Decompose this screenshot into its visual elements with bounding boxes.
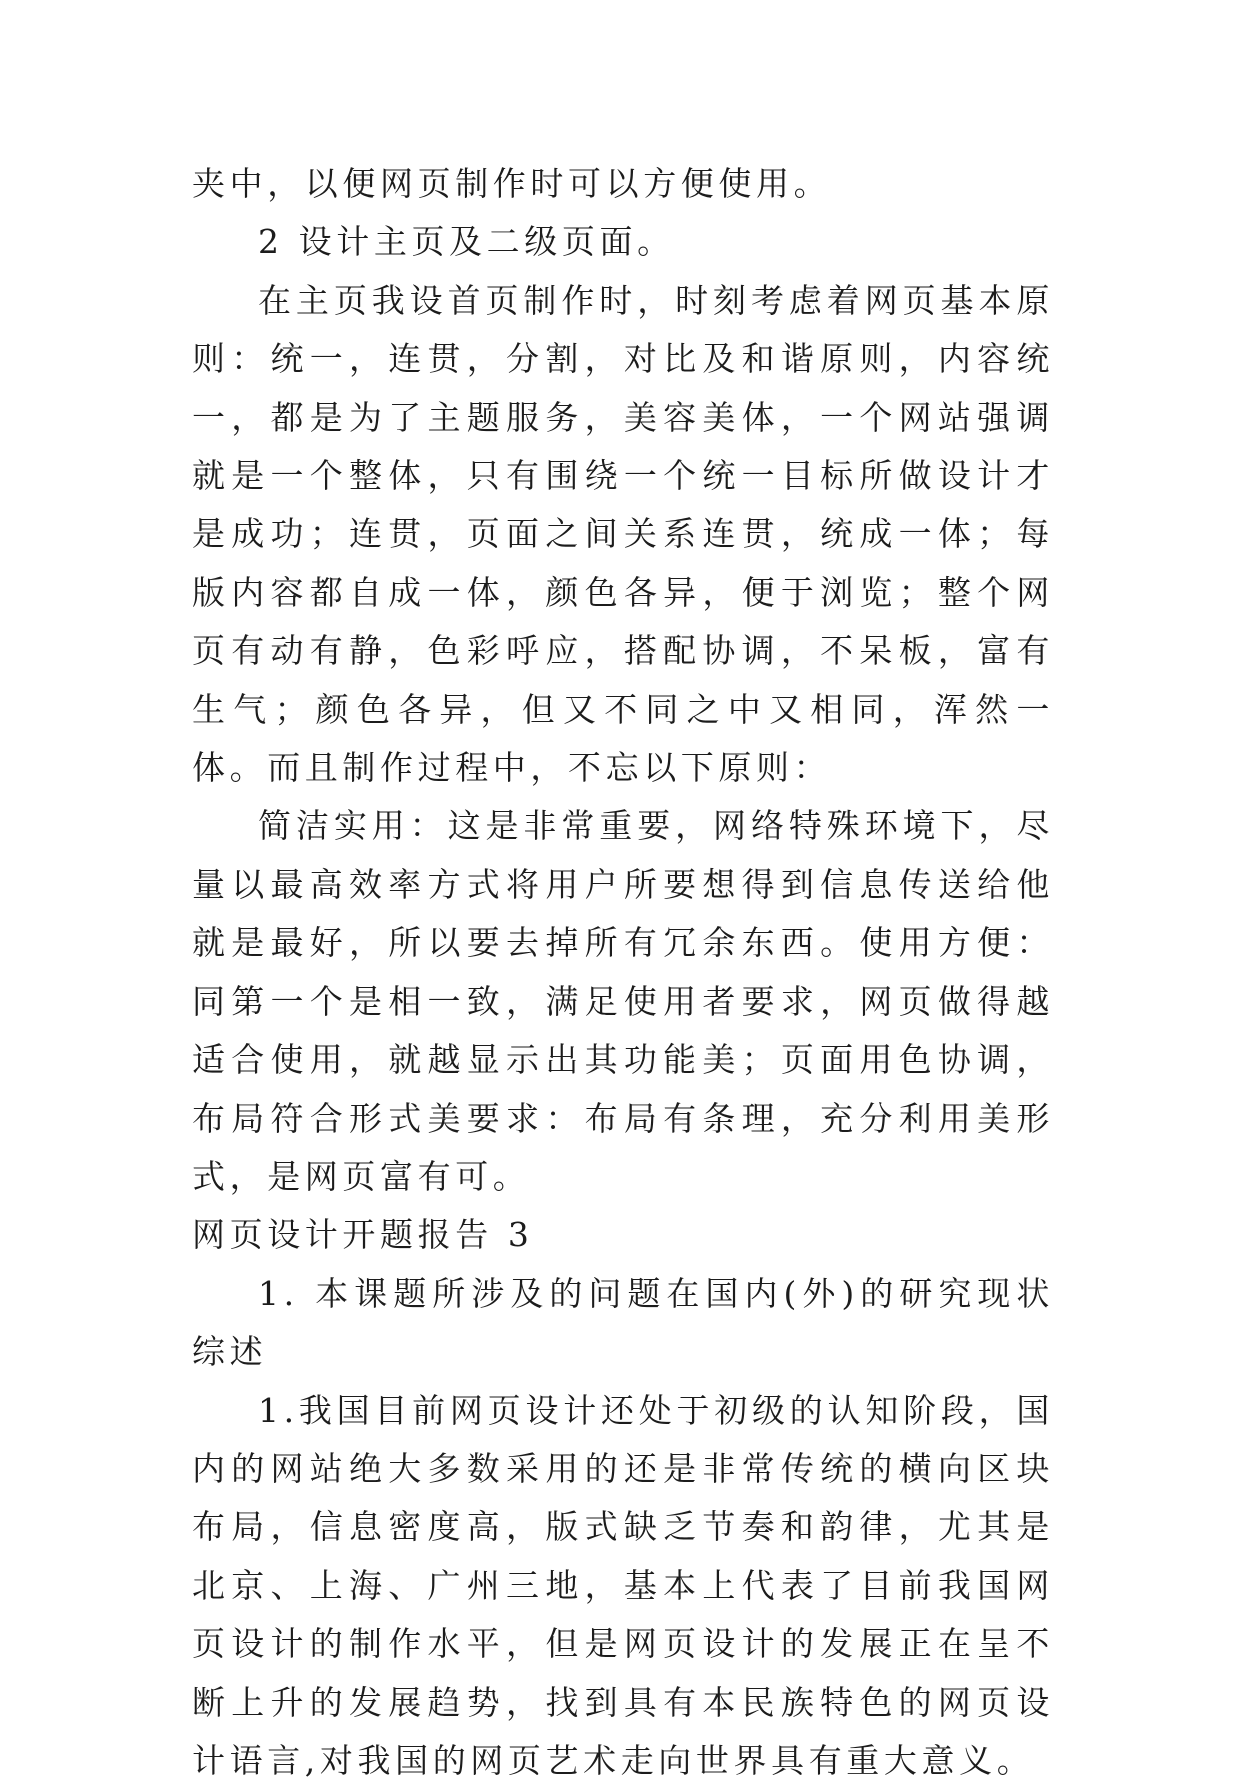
paragraph-design-principles: 在主页我设首页制作时，时刻考虑着网页基本原则：统一，连贯，分割，对比及和谐原则，内容统一，都是为了主题服务，美容美体，一个网站强调就是一个整体，只有围绕一个统一目标所做设计才是成功；连贯，页面之间关系连贯，统成一体；每版内容都自成一体，颜色各异，便于浏览；整个网页有动有静，色彩呼应，搭配协调，不呆板，富有生气；颜色各异，但又不同之中又相同，浑然一体。而且制作过程中，不忘以下原则： xyxy=(192,280,1054,788)
paragraph-research-status: 1.我国目前网页设计还处于初级的认知阶段，国内的网站绝大多数采用的还是非常传统的横向区块布局，信息密度高，版式缺乏节奏和韵律，尤其是北京、上海、广州三地，基本上代表了目前我国网页设计的制作水平，但是网页设计的发展正在呈不断上升的发展趋势，找到具有本民族特色的网页设计语言,对我国的网页艺术走向世界具有重大意义。 xyxy=(192,1390,1054,1780)
document-body xyxy=(192,155,1054,1790)
paragraph-simplicity: 简洁实用：这是非常重要，网络特殊环境下，尽量以最高效率方式将用户所要想得到信息传送给他就是最好，所以要去掉所有冗余东西。使用方便：同第一个是相一致，满足使用者要求，网页做得越适合使用，就越显示出其功能美；页面用色协调，布局符合形式美要求：布局有条理，充分利用美形式，是网页富有可。 xyxy=(192,806,1054,1196)
paragraph-continuation: 夹中，以便网页制作时可以方便使用。 xyxy=(192,164,832,203)
section-title-report-3: 网页设计开题报告 3 xyxy=(192,1215,534,1255)
paragraph-research-status-heading: 1. 本课题所涉及的问题在国内(外)的研究现状综述 xyxy=(192,1273,1054,1372)
paragraph-homepage-heading: 2 设计主页及二级页面。 xyxy=(258,222,675,262)
